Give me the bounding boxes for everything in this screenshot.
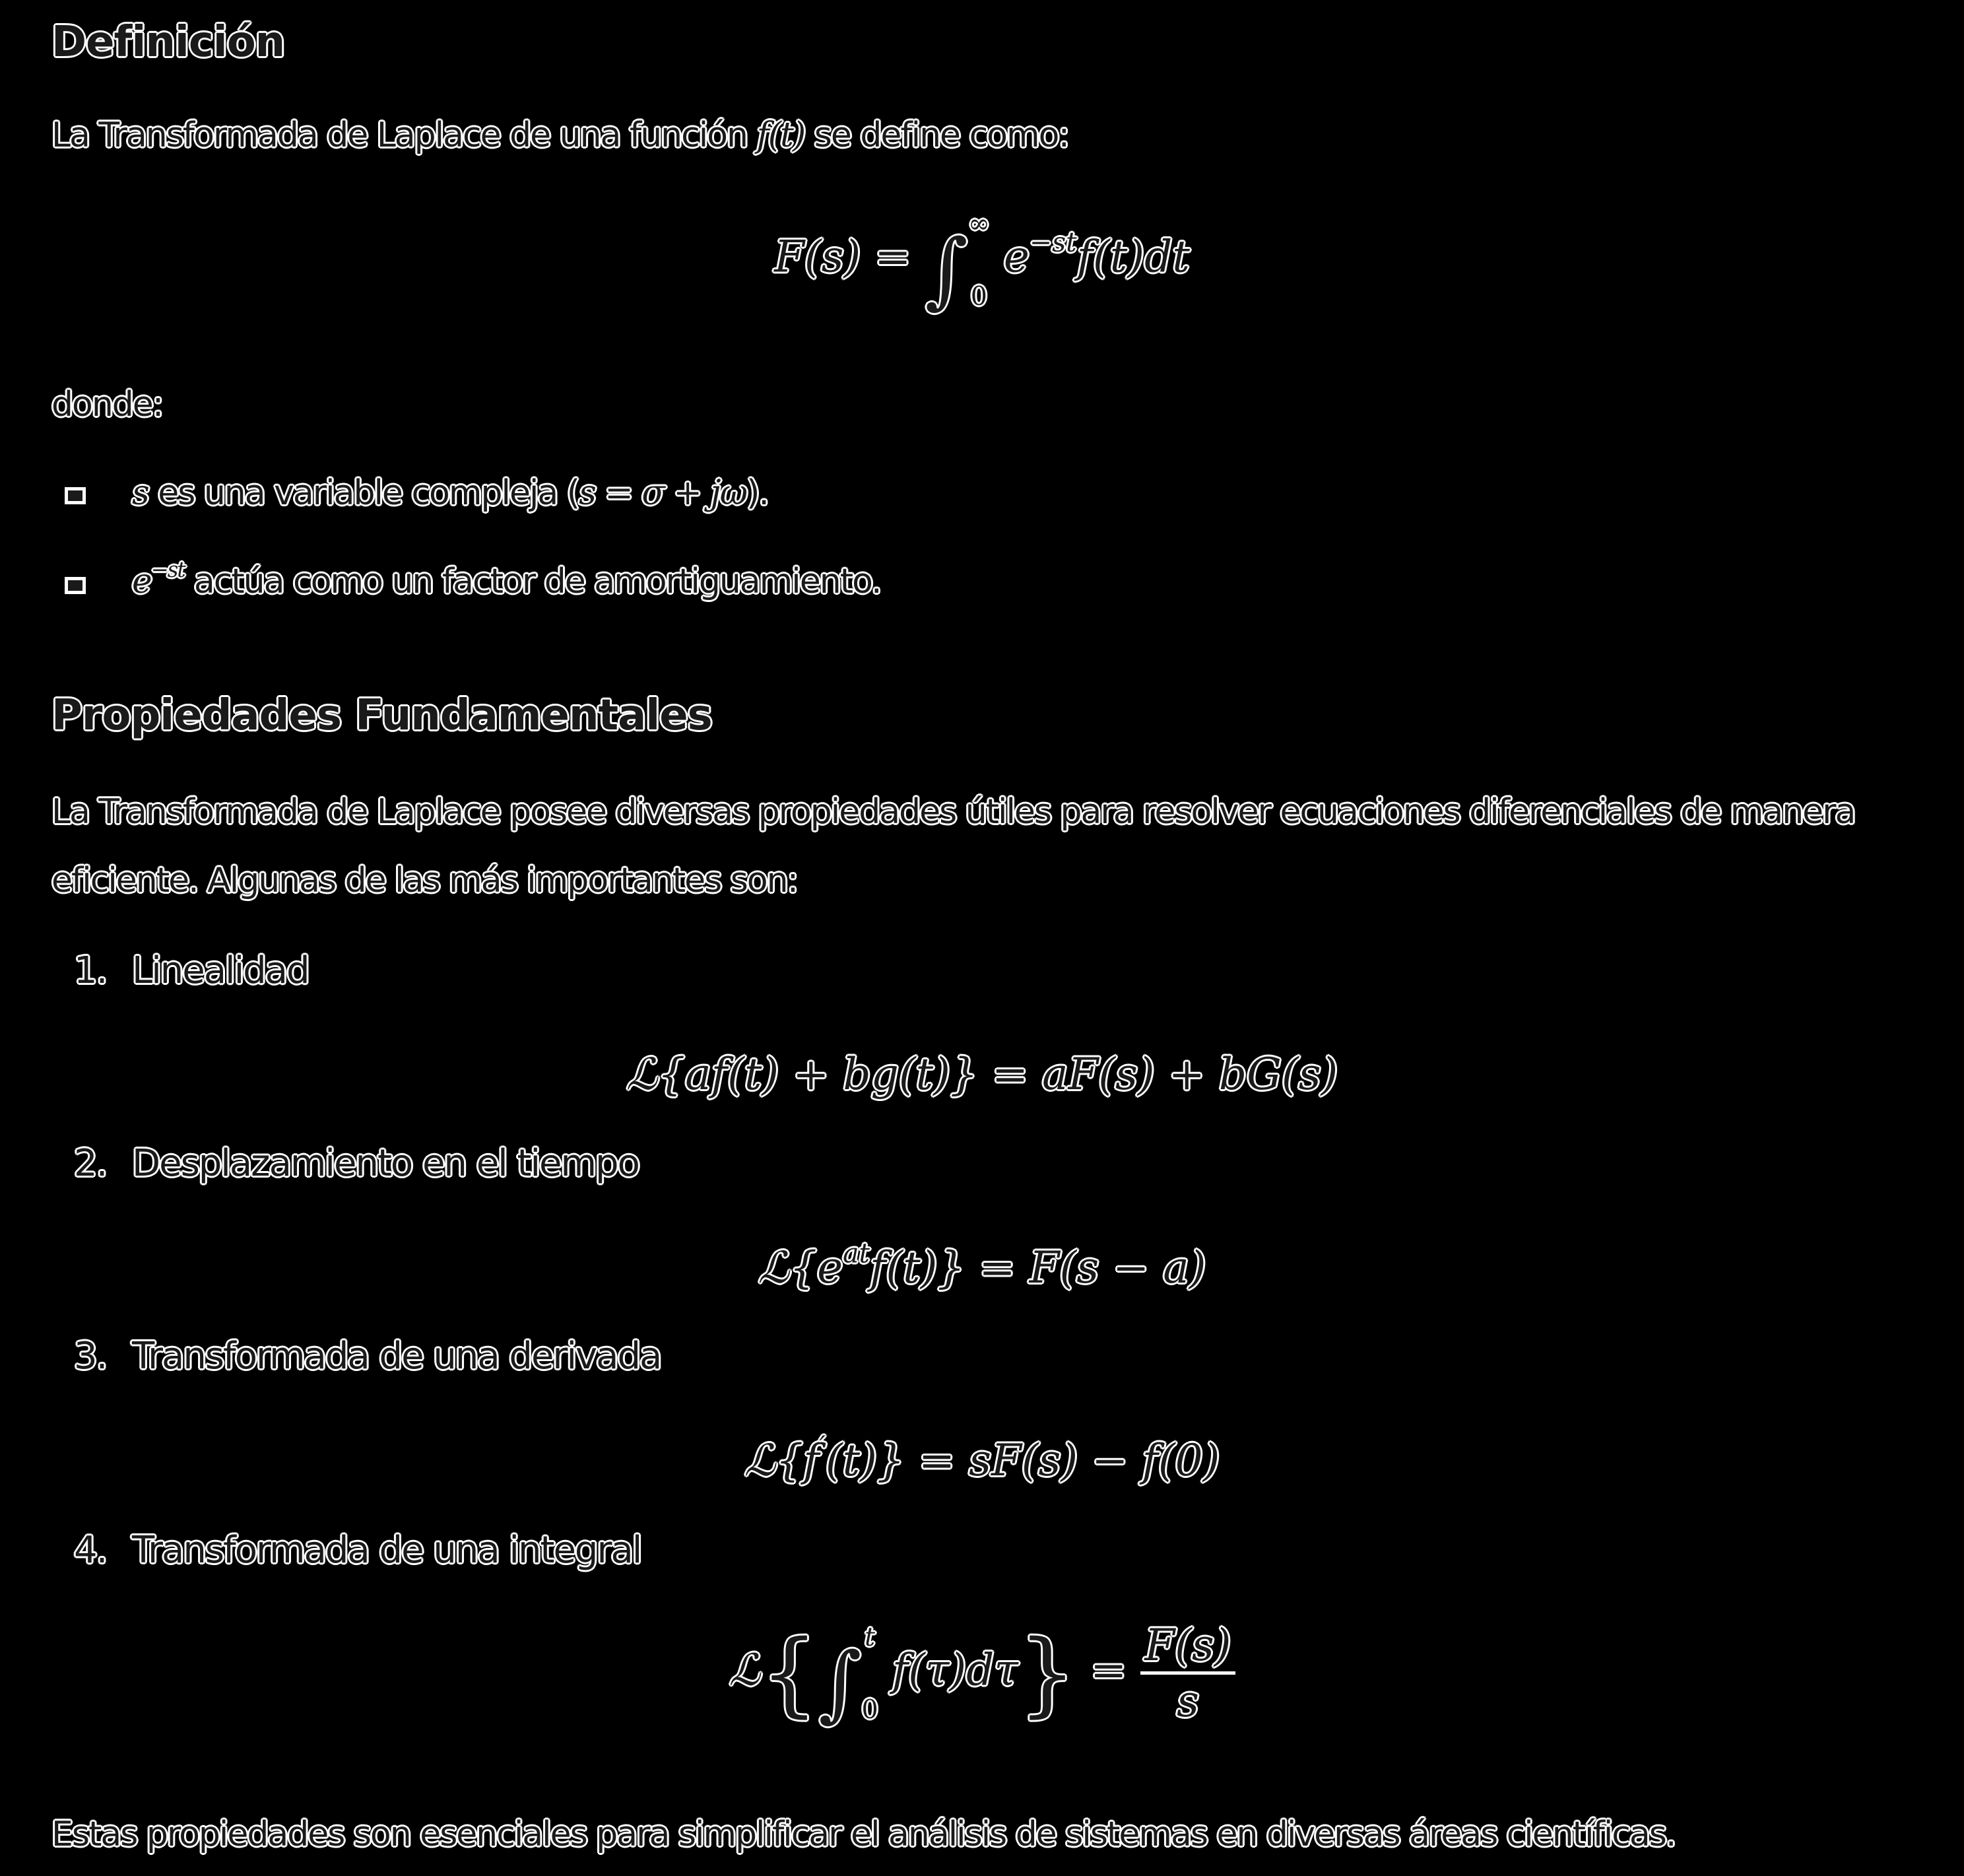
formula-4-eq: = (1076, 1644, 1141, 1696)
propiedades-intro: La Transformada de Laplace posee diversas propiedades útiles para resolver ecuaciones diferenciales de manera eficiente. Algunas de las más importantes son: (51, 792, 1855, 900)
laplace-definition-formula (0, 209, 1964, 318)
fraction (1140, 1620, 1235, 1727)
definition-intro-math: f(t) (756, 116, 805, 155)
list-number-4: 4. (74, 1529, 107, 1572)
list-number-2: 2. (74, 1142, 107, 1185)
formula-2-exp: at (843, 1237, 870, 1269)
definition-intro (51, 112, 1068, 158)
bullet-item-2 (132, 558, 881, 605)
list-item-integral: Transformada de una integral (132, 1529, 641, 1572)
integral-upper: ∞ (967, 209, 990, 239)
formula-4-L: ℒ (729, 1644, 761, 1696)
list-number-3: 3. (74, 1335, 107, 1378)
integral-limits (861, 1621, 878, 1725)
donde-label: donde: (51, 385, 163, 424)
bullet-2-text: actúa como un factor de amortiguamiento. (184, 562, 881, 601)
definition-intro-pre: La Transformada de Laplace de una función (51, 116, 757, 155)
formula-3-exp: ′ (819, 1430, 826, 1462)
integrand-exp: −st (1029, 226, 1077, 258)
bullet-1-text-b: ). (746, 473, 768, 513)
formula-3-post: (t)} = sF(s) − f(0) (825, 1435, 1220, 1486)
formula-derivada (0, 1430, 1964, 1486)
formula-lhs: F(s) = (774, 231, 925, 283)
formula-integral (0, 1619, 1964, 1731)
integral-upper: t (865, 1621, 876, 1652)
formula-linealidad: ℒ{af(t) + bg(t)} = aF(s) + bG(s) (626, 1049, 1338, 1100)
heading-propiedades: Propiedades Fundamentales (51, 691, 712, 740)
formula-2-pre: ℒ{e (758, 1242, 843, 1293)
bullet-marker (65, 487, 86, 504)
heading-definicion: Definición (51, 18, 285, 67)
fraction-denominator: s (1177, 1676, 1199, 1727)
list-item-desplazamiento: Desplazamiento en el tiempo (132, 1142, 639, 1185)
formula-desplazamiento (0, 1237, 1964, 1293)
integral-lower: 0 (970, 281, 987, 312)
brace-close: } (1018, 1619, 1077, 1727)
integral-limits (968, 211, 990, 310)
definition-intro-post: se define como: (804, 116, 1068, 155)
list-item-derivada: Transformada de una derivada (132, 1335, 661, 1378)
integral-lower: 0 (861, 1694, 878, 1725)
bullet-1-math: s (132, 473, 148, 513)
formula-3-pre: ℒ{f (744, 1435, 820, 1486)
integral-sign: ∫ (925, 221, 968, 318)
bullet-item-1 (132, 470, 768, 516)
bullet-1-text-a: es una variable compleja ( (148, 473, 579, 513)
list-item-linealidad: Linealidad (132, 949, 309, 992)
formula-2-post: f(t)} = F(s − a) (869, 1242, 1206, 1293)
bullet-2-exp: −st (150, 556, 185, 582)
formula-4-integrand: f(τ)dτ (892, 1644, 1018, 1696)
integrand-rest: f(t)dt (1076, 231, 1190, 283)
integrand-base: e (1003, 231, 1030, 283)
list-number-1: 1. (74, 949, 107, 992)
bullet-marker (65, 577, 86, 594)
integral-sign: ∫ (818, 1634, 862, 1731)
brace-open: { (760, 1619, 819, 1727)
fraction-numerator: F(s) (1140, 1624, 1235, 1675)
closing-paragraph: Estas propiedades son esenciales para simplificar el análisis de sistemas en diversas áreas científicas. (51, 1815, 1676, 1854)
bullet-1-math2: s = σ + jω (579, 473, 747, 513)
bullet-2-math: e (132, 562, 151, 601)
